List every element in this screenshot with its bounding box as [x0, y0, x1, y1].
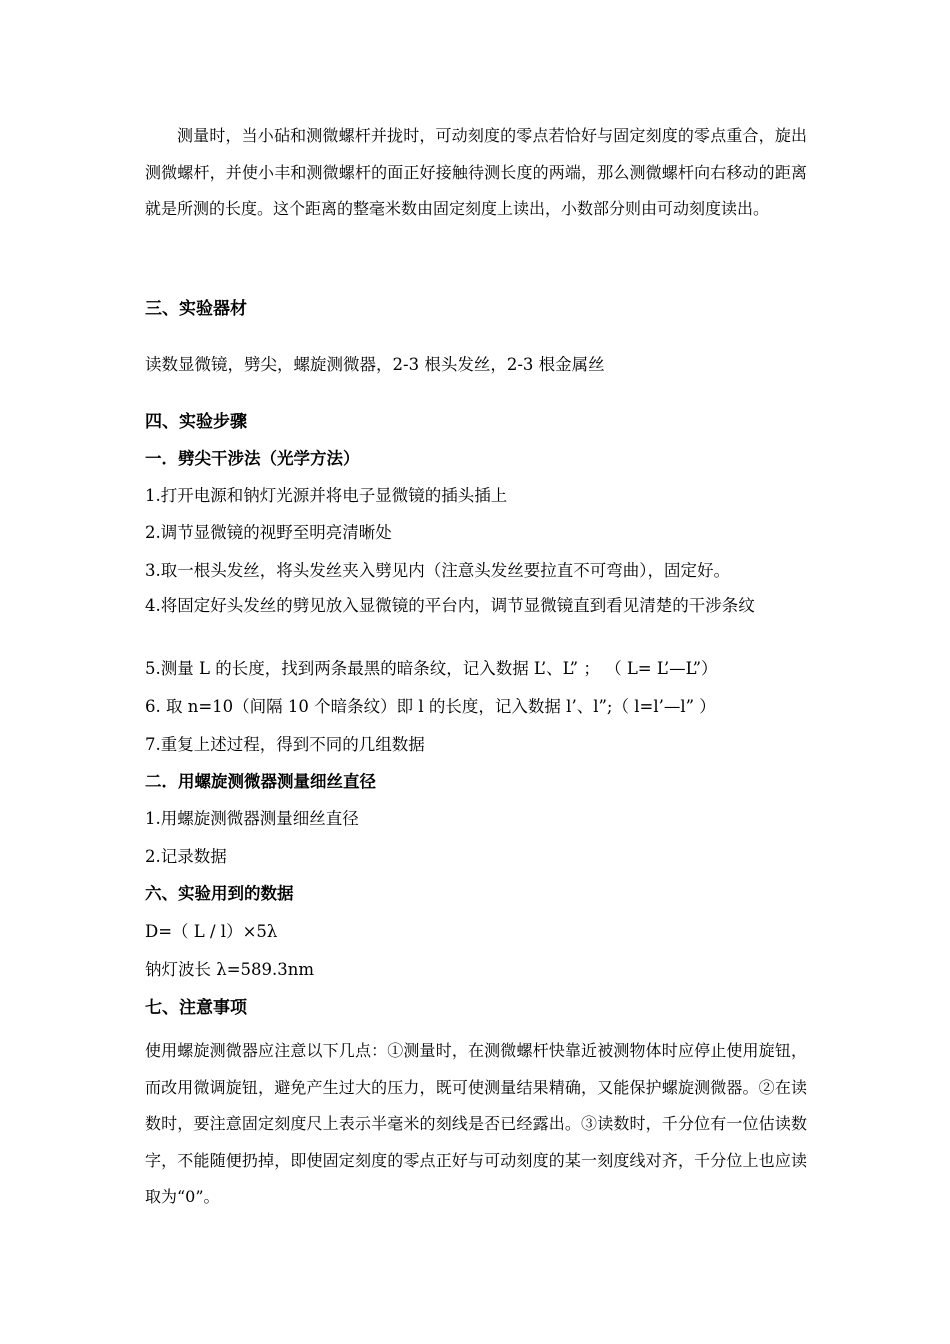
part1-step-5: 5.测量 L 的长度，找到两条最黑的暗条纹，记入数据 L’、L” ； （ L= L’—L”）	[145, 659, 718, 678]
intro-paragraph: 测量时，当小砧和测微螺杆并拢时，可动刻度的零点若恰好与固定刻度的零点重合，旋出测微螺杆，并使小丰和测微螺杆的面正好接触待测长度的两端，那么测微螺杆向右移动的距离就是所测的长度。这个距离的整毫米数由固定刻度上读出，小数部分则由可动刻度读出。	[145, 126, 807, 218]
part2-step-2: 2.记录数据	[145, 847, 227, 866]
part2-step-1: 1.用螺旋测微器测量细丝直径	[145, 809, 359, 828]
wavelength: 钠灯波长 λ=589.3nm	[145, 960, 315, 979]
part1-step-6: 6. 取 n=10（间隔 10 个暗条纹）即 l 的长度，记入数据 l’、l”;（ l=l’—l” ）	[145, 697, 716, 716]
part1-step-2: 2.调节显微镜的视野至明亮清晰处	[145, 523, 392, 542]
part1-step-4: 4.将固定好头发丝的劈见放入显微镜的平台内，调节显微镜直到看见清楚的干涉条纹	[145, 596, 755, 615]
section3-heading: 三、实验器材	[145, 299, 247, 319]
part2-heading: 二．用螺旋测微器测量细丝直径	[145, 772, 376, 791]
section6-heading: 六、实验用到的数据	[145, 884, 294, 903]
formula: D=（ L / l）×5λ	[145, 922, 278, 941]
section4-heading: 四、实验步骤	[145, 412, 247, 432]
part1-step-3: 3.取一根头发丝，将头发丝夹入劈见内（注意头发丝要拉直不可弯曲），固定好。	[145, 561, 730, 580]
section7-content: 使用螺旋测微器应注意以下几点：①测量时，在测微螺杆快靠近被测物体时应停止使用旋钮，而改用微调旋钮，避免产生过大的压力，既可使测量结果精确，又能保护螺旋测微器。②在读数时，要注意固定刻度尺上表示半毫米的刻线是否已经露出。③读数时，千分位有一位估读数字，不能随便扔掉，即使固定刻度的零点正好与可动刻度的某一刻度线对齐，千分位上也应读取为“0”。	[145, 1041, 807, 1206]
part1-step-1: 1.打开电源和钠灯光源并将电子显微镜的插头插上	[145, 486, 508, 505]
section3-content: 读数显微镜，劈尖，螺旋测微器，2-3 根头发丝，2-3 根金属丝	[145, 355, 605, 374]
section7-heading: 七、注意事项	[145, 998, 247, 1018]
part1-heading: 一．劈尖干涉法（光学方法）	[145, 449, 360, 468]
part1-step-7: 7.重复上述过程，得到不同的几组数据	[145, 735, 425, 754]
